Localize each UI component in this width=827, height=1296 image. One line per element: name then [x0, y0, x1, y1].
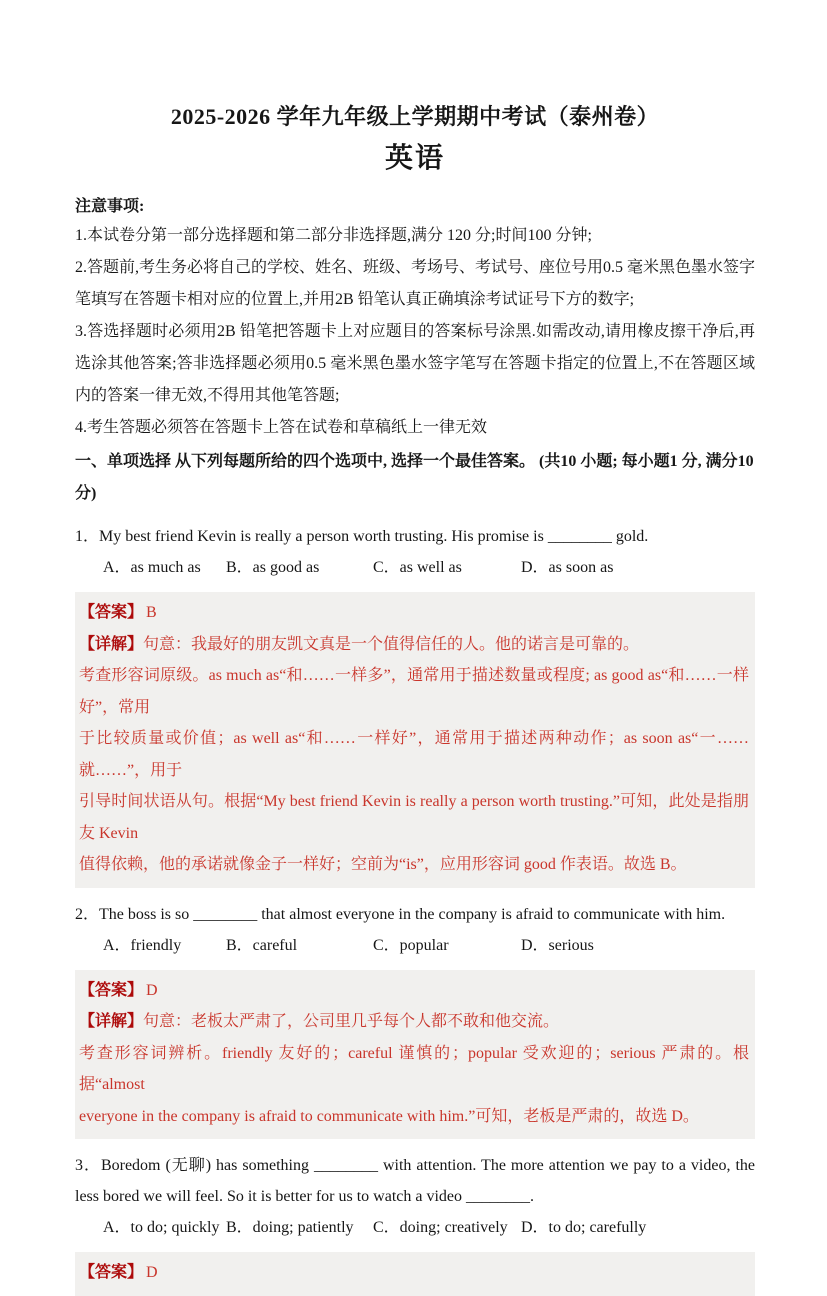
question-3-option-d: D．to do; carefully: [521, 1219, 647, 1236]
question-1-analysis-line: 引导时间状语从句。根据“My best friend Kevin is really a person worth trusting.”可知，此处是指朋友 Kevin: [79, 793, 749, 842]
question-3-option-b: B．doing; patiently: [226, 1219, 354, 1236]
question-3-option-c: C．doing; creatively: [373, 1219, 508, 1236]
question-1-stem: 1．My best friend Kevin is really a person worth trusting. His promise is ________ gold.: [75, 528, 649, 545]
section-heading: 一、单项选择 从下列每题所给的四个选项中, 选择一个最佳答案。 (共10 小题; 每小题1 分, 满分10 分): [75, 453, 754, 502]
answer-value: B: [146, 604, 157, 621]
subject-title: 英语: [384, 143, 445, 174]
question-3-answer-line: [79, 1257, 749, 1289]
question-3-answer-block: [75, 1252, 755, 1296]
notice-item-1: 1.本试卷分第一部分选择题和第二部分非选择题,满分 120 分;时间100 分钟;: [75, 227, 592, 244]
question-3-options: [75, 1212, 755, 1243]
answer-label: 【答案】: [79, 981, 144, 999]
notice-item-2: 2.答题前,考生务必将自己的学校、姓名、班级、考场号、考试号、座位号用0.5 毫米黑色墨水签字笔填写在答题卡相对应的位置上,并用2B 铅笔认真正确填涂考试证号下方的数字;: [75, 259, 756, 308]
question-1-option-d: D．as soon as: [521, 559, 614, 576]
analysis-intro-text: 句意：老板太严肃了，公司里几乎每个人都不敢和他交流。: [143, 1013, 560, 1030]
question-2-option-d: D．serious: [521, 936, 594, 954]
question-1-answer-line: [79, 597, 749, 629]
question-1-analysis-line: 考查形容词原级。as much as“和……一样多”，通常用于描述数量或程度; as good as“和……一样好”，常用: [79, 667, 749, 716]
question-1-option-b: B．as good as: [226, 559, 320, 576]
notice-item-4: 4.考生答题必须答在答题卡上答在试卷和草稿纸上一律无效: [75, 419, 488, 436]
question-1-analysis-line: 于比较质量或价值；as well as“和……一样好”，通常用于描述两种动作；as soon as“一……就……”，用于: [79, 730, 749, 779]
question-2-option-b: B．careful: [226, 936, 298, 954]
answer-value: D: [146, 981, 158, 999]
notice-item-3: 3.答选择题时必须用2B 铅笔把答题卡上对应题目的答案标号涂黑.如需改动,请用橡皮擦干净后,再选涂其他答案;答非选择题必须用0.5 毫米黑色墨水签字笔写在答题卡指定的位置上,不在答题区域内的答案一律无效,不得用其他笔答题;: [75, 323, 755, 404]
question-2-option-c: C．popular: [373, 936, 449, 954]
analysis-intro-text: 句意：我最好的朋友凯文真是一个值得信任的人。他的诺言是可靠的。: [143, 635, 640, 653]
analysis-label: 【详解】: [79, 635, 144, 653]
question-1-option-c: C．as well as: [373, 559, 462, 576]
question-3-stem: 3．Boredom (无聊) has something ________ with attention. The more attention we pay to a video, the less bored we will feel. So it is better for us to watch a video ________.: [75, 1157, 755, 1205]
notice-heading: 注意事项:: [75, 198, 145, 215]
question-2-analysis-line: 考查形容词辨析。friendly 友好的；careful 谨慎的；popular 受欢迎的；serious 严肃的。根据“almost: [79, 1044, 749, 1093]
question-1-analysis-line: 值得依赖，他的承诺就像金子一样好；空前为“is”，应用形容词 good 作表语。故选 B。: [79, 856, 687, 873]
question-2-answer-line: [79, 975, 749, 1007]
answer-label: 【答案】: [79, 1264, 144, 1281]
question-1-option-a: A．as much as: [103, 559, 201, 576]
question-2-options: [75, 930, 755, 961]
answer-label: 【答案】: [79, 604, 144, 621]
question-3-option-a: A．to do; quickly: [103, 1219, 220, 1236]
question-2-stem: 2．The boss is so ________ that almost everyone in the company is afraid to communicate with him.: [75, 905, 726, 923]
question-2-option-a: A．friendly: [103, 936, 182, 954]
question-1-answer-block: [75, 592, 755, 888]
question-1-analysis-intro: [79, 629, 749, 661]
question-2-answer-block: [75, 970, 755, 1140]
question-2-analysis-line: everyone in the company is afraid to communicate with him.”可知，老板是严肃的，故选 D。: [79, 1107, 699, 1125]
question-1-options: [75, 552, 755, 583]
answer-value: D: [146, 1264, 158, 1281]
analysis-label: 【详解】: [79, 1013, 144, 1030]
question-2-analysis-intro: [79, 1006, 749, 1038]
page-title: 2025-2026 学年九年级上学期期中考试（泰州卷）: [170, 104, 660, 129]
